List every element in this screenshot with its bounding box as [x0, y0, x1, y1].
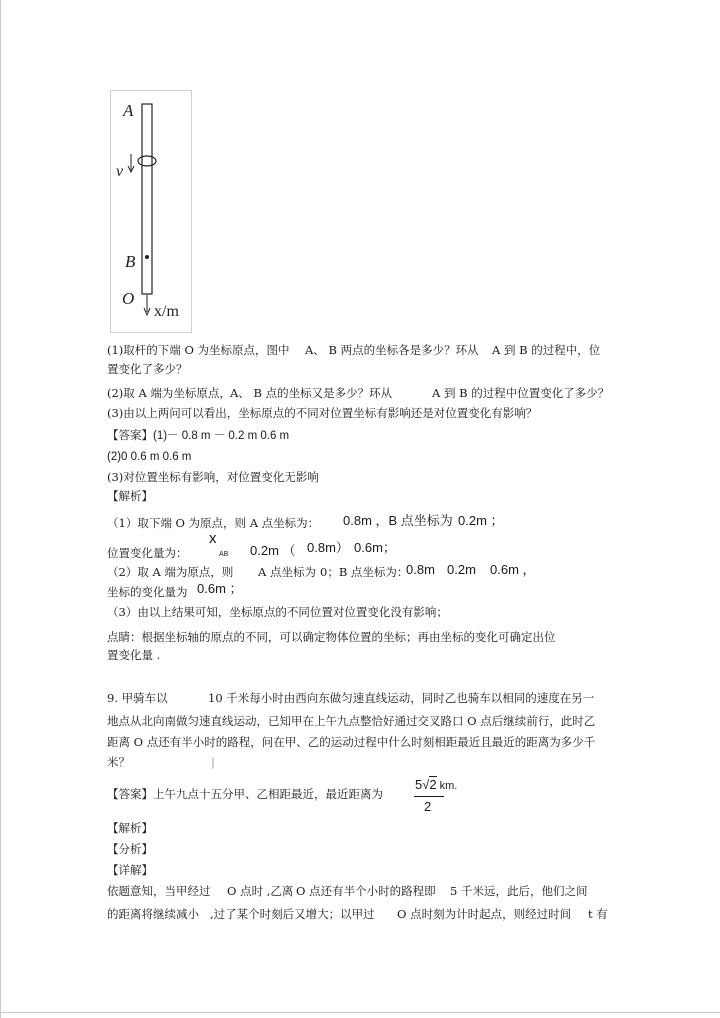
exp1-p3-f: 0.6m ，: [490, 562, 536, 577]
label-o: O: [122, 289, 135, 308]
answer1-label: 【答案】: [107, 428, 153, 442]
q1-line2: 置变化了多少？: [107, 362, 188, 376]
exp1-p2-d: 0.6m；: [354, 540, 396, 555]
detail9-line1-b: O 点时 ,乙离: [227, 884, 294, 898]
exp1-p1-c: 0.2m ；: [458, 513, 504, 528]
q9-line1-a: 9. 甲骑车以: [107, 691, 168, 705]
sqrt-icon: √: [422, 777, 430, 792]
q9-line3: 距离 O 点还有半小时的路程，问在甲、乙的运动过程中什么时刻相距最近且最近的距离为多少千: [107, 735, 596, 749]
answer1-part3: (3)对位置坐标有影响，对位置变化无影响: [107, 470, 319, 484]
exp1-p2-a: 位置变化量为：: [107, 546, 188, 560]
exp1-p3-b: A 点坐标为: [258, 565, 316, 579]
exp1-p1-b: 0.8m ，B 点坐标为: [343, 513, 453, 528]
q2-c: A 到 B 的过程中位置变化了多少？: [432, 386, 610, 400]
detail9-line2-d: t 有: [588, 907, 608, 921]
rod-figure: [110, 90, 192, 333]
q1-line1-a: (1)取杆的下端 O 为坐标原点，图中: [107, 343, 290, 357]
label-v: v: [116, 163, 124, 180]
answer1-part2: (2)0 0.6 m 0.6 m: [107, 451, 192, 463]
fraction-unit: km.: [439, 780, 458, 792]
exp1-p3-a: （2）取 A 端为原点，则: [107, 565, 234, 579]
exp1-p4-b: 0.6m ；: [197, 581, 243, 596]
exp1-p4-a: 坐标的变化量为: [107, 585, 188, 599]
exp1-p1-a: （1）取下端 O 为原点，则 A 点坐标为：: [107, 516, 320, 530]
q9-line4: 米？: [107, 755, 130, 769]
fraction-coefficient: 5: [415, 777, 423, 792]
exp1-p5: （3）由以上结果可知，坐标原点的不同位置对位置变化没有影响；: [107, 605, 448, 619]
label-axis: x/m: [154, 303, 179, 320]
exp1-p2-c: 0.8m）: [307, 540, 349, 555]
exp1-note-line1: 点睛：根据坐标轴的原点的不同，可以确定物体位置的坐标；再由坐标的变化可确定出位: [107, 630, 556, 644]
x-ab-symbol: [209, 532, 217, 546]
detail9-line1-c: O 点还有半个小时的路程即: [296, 884, 436, 898]
rod-diagram: [110, 90, 192, 333]
q1-line1-b: A、 B 两点的坐标各是多少？环从: [305, 343, 479, 357]
label-a: A: [123, 101, 134, 120]
fraction-radicand: 2: [429, 777, 437, 792]
detail9-line2-b: ,过了某个时刻后又增大；以甲过: [210, 907, 375, 921]
q3: (3)由以上两问可以看出，坐标原点的不同对位置坐标有影响还是对位置变化有影响？: [107, 406, 538, 420]
point-b-dot: [145, 255, 149, 259]
answer9-text: 【答案】上午九点十五分甲、乙相距最近，最近距离为: [107, 787, 383, 801]
detail9-heading: 【详解】: [107, 863, 153, 877]
detail9-line1-d: 5 千米远，此后，他们之间: [450, 884, 588, 898]
q2-b: A、 B 点的坐标又是多少？环从: [230, 386, 393, 400]
rod: [142, 104, 152, 294]
q9-cursor-mark: |: [211, 755, 215, 769]
detail9-line2-a: 的距离将继续减小: [107, 907, 199, 921]
answer1-line: [107, 428, 289, 443]
page-edge-bottom: [0, 1012, 720, 1013]
q9-line2: 地点从北向南做匀速直线运动，已知甲在上午九点整恰好通过交叉路口 O 点后继续前行，此时乙: [107, 714, 596, 728]
exp1-note-line2: 置变化量 .: [107, 648, 161, 662]
exp1-p2-b: 0.2m （: [250, 543, 296, 558]
fraction-bar: [414, 796, 444, 797]
q9-line1-b: 10 千米每小时由西向东做匀速直线运动，同时乙也骑车以相同的速度在另一: [208, 691, 595, 705]
exp1-p3-e: 0.2m: [447, 562, 476, 577]
analysis1-heading: 【解析】: [107, 489, 153, 503]
detail9-line2-c: O 点时刻为计时起点，则经过时间: [397, 907, 572, 921]
label-b: B: [125, 252, 136, 271]
detail9-line1-a: 依题意知，当甲经过: [107, 884, 211, 898]
exp1-p3-d: 0.8m: [406, 562, 435, 577]
answer9-fraction-denominator: 2: [424, 799, 432, 814]
x-symbol: x: [209, 530, 217, 547]
answer9-fraction-numerator: [415, 778, 457, 793]
analysis9-heading: 【解析】: [107, 821, 153, 835]
analysis9-subheading: 【分析】: [107, 842, 153, 856]
answer1-part1: (1)－ 0.8 m － 0.2 m 0.6 m: [153, 430, 290, 442]
exp1-p3-c: 0；B 点坐标为：: [320, 565, 409, 579]
page-edge-left: [0, 0, 1, 1018]
q1-line1-c: A 到 B 的过程中，位: [492, 343, 601, 357]
x-ab-subscript: AB: [219, 551, 229, 558]
q2-a: (2)取 A 端为坐标原点，: [107, 386, 231, 400]
